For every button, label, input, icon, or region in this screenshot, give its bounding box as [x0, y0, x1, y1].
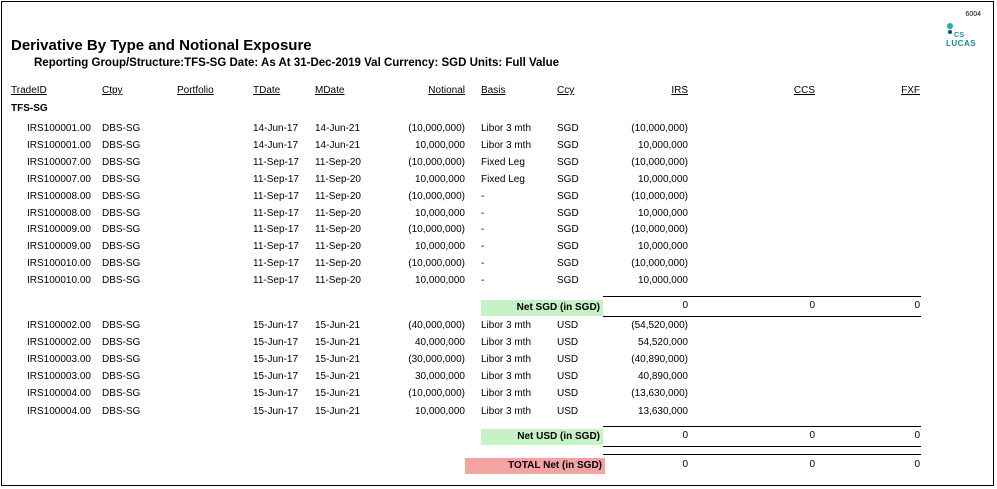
cell-tradeid: IRS100010.00 [27, 258, 91, 270]
cell-mdate: 11-Sep-20 [315, 207, 361, 219]
cell-mdate: 11-Sep-20 [315, 224, 361, 236]
cell-notional: 30,000,000 [414, 371, 465, 383]
cell-tradeid: IRS100009.00 [27, 241, 91, 253]
cell-tdate: 15-Jun-17 [253, 388, 299, 400]
net-usd-underline [603, 446, 921, 447]
cell-tdate: 11-Sep-17 [253, 156, 299, 168]
cell-irs: 10,000,000 [637, 241, 688, 253]
total-net-fxf: 0 [914, 459, 920, 470]
cell-ccy: SGD [557, 173, 579, 185]
cell-notional: (10,000,000) [408, 190, 465, 202]
cell-tradeid: IRS100001.00 [27, 123, 91, 134]
cell-mdate: 14-Jun-21 [315, 123, 361, 134]
header-fxf: FXF [901, 85, 920, 96]
total-net-label: TOTAL Net (in SGD) [465, 458, 605, 474]
cell-notional: (30,000,000) [408, 354, 465, 366]
cell-mdate: 15-Jun-21 [315, 337, 361, 349]
cell-notional: (10,000,000) [408, 258, 465, 270]
cell-irs: (10,000,000) [631, 156, 688, 168]
cell-tdate: 11-Sep-17 [253, 190, 299, 202]
cell-basis: - [481, 190, 485, 202]
cell-irs: (10,000,000) [631, 190, 688, 202]
cell-ccy: SGD [557, 275, 579, 287]
cell-ccy: USD [557, 337, 579, 349]
cell-ccy: USD [557, 354, 579, 366]
cell-ctpy: DBS-SG [102, 354, 141, 366]
cell-notional: 10,000,000 [414, 139, 465, 151]
cell-irs: (10,000,000) [631, 258, 688, 270]
net-usd-fxf: 0 [914, 430, 920, 441]
total-net-ccs: 0 [809, 459, 815, 470]
cell-ctpy: DBS-SG [102, 275, 141, 287]
cell-ctpy: DBS-SG [102, 173, 141, 185]
cell-tradeid: IRS100002.00 [27, 320, 91, 331]
cell-mdate: 11-Sep-20 [315, 275, 361, 287]
cell-ctpy: DBS-SG [102, 156, 141, 168]
cell-basis: - [481, 241, 485, 253]
net-usd-irs: 0 [682, 430, 688, 441]
cell-tradeid: IRS100010.00 [27, 275, 91, 287]
net-sgd-rule [603, 296, 921, 297]
cell-basis: Libor 3 mth [481, 123, 532, 134]
cell-basis: - [481, 224, 485, 236]
cell-tdate: 15-Jun-17 [253, 337, 299, 349]
cell-irs: 10,000,000 [637, 173, 688, 185]
cell-basis: Libor 3 mth [481, 405, 532, 417]
cell-ctpy: DBS-SG [102, 241, 141, 253]
cell-notional: (10,000,000) [408, 388, 465, 400]
cell-basis: - [481, 258, 485, 270]
cell-tradeid: IRS100008.00 [27, 207, 91, 219]
cell-mdate: 15-Jun-21 [315, 371, 361, 383]
net-sgd-underline [603, 316, 921, 317]
cell-ctpy: DBS-SG [102, 258, 141, 270]
cell-tradeid: IRS100007.00 [27, 156, 91, 168]
cell-irs: (54,520,000) [631, 320, 688, 331]
header-ctpy: Ctpy [102, 85, 123, 96]
cell-ccy: USD [557, 388, 579, 400]
net-sgd-ccs: 0 [809, 300, 815, 311]
cell-ccy: SGD [557, 190, 579, 202]
cell-irs: 13,630,000 [637, 405, 688, 417]
cell-notional: 10,000,000 [414, 275, 465, 287]
logo-text-cs: CS [954, 32, 965, 39]
cell-tradeid: IRS100004.00 [27, 405, 91, 417]
cell-notional: (10,000,000) [408, 156, 465, 168]
cell-mdate: 11-Sep-20 [315, 173, 361, 185]
cell-ctpy: DBS-SG [102, 207, 141, 219]
cell-tradeid: IRS100001.00 [27, 139, 91, 151]
cell-notional: (10,000,000) [408, 224, 465, 236]
cell-notional: 10,000,000 [414, 207, 465, 219]
cell-irs: 40,890,000 [637, 371, 688, 383]
cs-lucas-logo [945, 22, 975, 48]
header-notional: Notional [428, 85, 465, 96]
cell-tradeid: IRS100002.00 [27, 337, 91, 349]
cell-basis: Fixed Leg [481, 156, 525, 168]
cell-notional: 10,000,000 [414, 173, 465, 185]
cell-notional: (10,000,000) [408, 123, 465, 134]
cell-mdate: 11-Sep-20 [315, 258, 361, 270]
page-number: 6004 [965, 11, 981, 18]
cell-ccy: SGD [557, 207, 579, 219]
cell-irs: (10,000,000) [631, 123, 688, 134]
cell-mdate: 14-Jun-21 [315, 139, 361, 151]
cell-basis: Libor 3 mth [481, 371, 532, 383]
cell-tdate: 11-Sep-17 [253, 275, 299, 287]
net-sgd-irs: 0 [682, 300, 688, 311]
cell-tdate: 15-Jun-17 [253, 320, 299, 331]
cell-mdate: 15-Jun-21 [315, 388, 361, 400]
cell-tdate: 11-Sep-17 [253, 258, 299, 270]
cell-mdate: 15-Jun-21 [315, 354, 361, 366]
cell-ctpy: DBS-SG [102, 388, 141, 400]
total-net-irs: 0 [682, 459, 688, 470]
cell-mdate: 11-Sep-20 [315, 156, 361, 168]
cell-notional: 40,000,000 [414, 337, 465, 349]
cell-irs: 10,000,000 [637, 275, 688, 287]
net-sgd-label: Net SGD (in SGD) [481, 300, 603, 316]
group-label: TFS-SG [11, 103, 48, 114]
cell-notional: (40,000,000) [408, 320, 465, 331]
cell-tradeid: IRS100008.00 [27, 190, 91, 202]
header-basis: Basis [481, 85, 506, 96]
cell-ctpy: DBS-SG [102, 224, 141, 236]
logo-dot-icon [947, 23, 953, 29]
header-ccs: CCS [793, 85, 815, 96]
cell-ctpy: DBS-SG [102, 337, 141, 349]
cell-irs: 54,520,000 [637, 337, 688, 349]
cell-ccy: SGD [557, 156, 579, 168]
cell-ccy: SGD [557, 123, 579, 134]
cell-tdate: 11-Sep-17 [253, 241, 299, 253]
cell-tradeid: IRS100004.00 [27, 388, 91, 400]
header-ccy: Ccy [557, 85, 575, 96]
cell-ccy: SGD [557, 139, 579, 151]
header-portfolio: Portfolio [177, 85, 214, 96]
cell-ccy: SGD [557, 224, 579, 236]
cell-irs: (10,000,000) [631, 224, 688, 236]
cell-irs: (40,890,000) [631, 354, 688, 366]
cell-tdate: 15-Jun-17 [253, 405, 299, 417]
cell-basis: Libor 3 mth [481, 337, 532, 349]
net-usd-rule [603, 426, 921, 427]
cell-irs: 10,000,000 [637, 207, 688, 219]
header-tdate: TDate [253, 85, 281, 96]
cell-tdate: 14-Jun-17 [253, 123, 299, 134]
cell-tradeid: IRS100007.00 [27, 173, 91, 185]
net-sgd-fxf: 0 [914, 300, 920, 311]
total-rule [603, 454, 921, 455]
cell-mdate: 11-Sep-20 [315, 190, 361, 202]
cell-ccy: USD [557, 371, 579, 383]
cell-tradeid: IRS100009.00 [27, 224, 91, 236]
cell-ctpy: DBS-SG [102, 405, 141, 417]
cell-notional: 10,000,000 [414, 405, 465, 417]
cell-basis: Fixed Leg [481, 173, 525, 185]
report-subtitle: Reporting Group/Structure:TFS-SG Date: As At 31-Dec-2019 Val Currency: SGD Units: Full Value [34, 57, 560, 69]
cell-tdate: 11-Sep-17 [253, 224, 299, 236]
cell-tdate: 15-Jun-17 [253, 371, 299, 383]
cell-ccy: USD [557, 405, 579, 417]
cell-tdate: 14-Jun-17 [253, 139, 299, 151]
header-tradeid: TradeID [11, 85, 47, 96]
cell-ctpy: DBS-SG [102, 123, 141, 134]
cell-basis: Libor 3 mth [481, 388, 532, 400]
net-usd-label: Net USD (in SGD) [481, 429, 603, 445]
cell-ctpy: DBS-SG [102, 320, 141, 331]
cell-basis: Libor 3 mth [481, 354, 532, 366]
cell-ccy: USD [557, 320, 579, 331]
cell-notional: 10,000,000 [414, 241, 465, 253]
cell-basis: Libor 3 mth [481, 320, 532, 331]
net-usd-ccs: 0 [809, 430, 815, 441]
cell-basis: - [481, 207, 485, 219]
cell-ctpy: DBS-SG [102, 371, 141, 383]
cell-ctpy: DBS-SG [102, 190, 141, 202]
cell-tdate: 11-Sep-17 [253, 173, 299, 185]
cell-ccy: SGD [557, 241, 579, 253]
cell-irs: 10,000,000 [637, 139, 688, 151]
cell-tdate: 15-Jun-17 [253, 354, 299, 366]
cell-mdate: 15-Jun-21 [315, 320, 361, 331]
cell-ccy: SGD [557, 258, 579, 270]
logo-dot-small-icon [948, 30, 952, 34]
header-irs: IRS [671, 85, 688, 96]
report-title: Derivative By Type and Notional Exposure [11, 37, 312, 54]
cell-mdate: 15-Jun-21 [315, 405, 361, 417]
cell-ctpy: DBS-SG [102, 139, 141, 151]
cell-tradeid: IRS100003.00 [27, 371, 91, 383]
cell-basis: - [481, 275, 485, 287]
logo-text-lucas: LUCAS [946, 39, 977, 48]
cell-basis: Libor 3 mth [481, 139, 532, 151]
cell-tdate: 11-Sep-17 [253, 207, 299, 219]
cell-tradeid: IRS100003.00 [27, 354, 91, 366]
cell-irs: (13,630,000) [631, 388, 688, 400]
cell-mdate: 11-Sep-20 [315, 241, 361, 253]
header-mdate: MDate [315, 85, 345, 96]
